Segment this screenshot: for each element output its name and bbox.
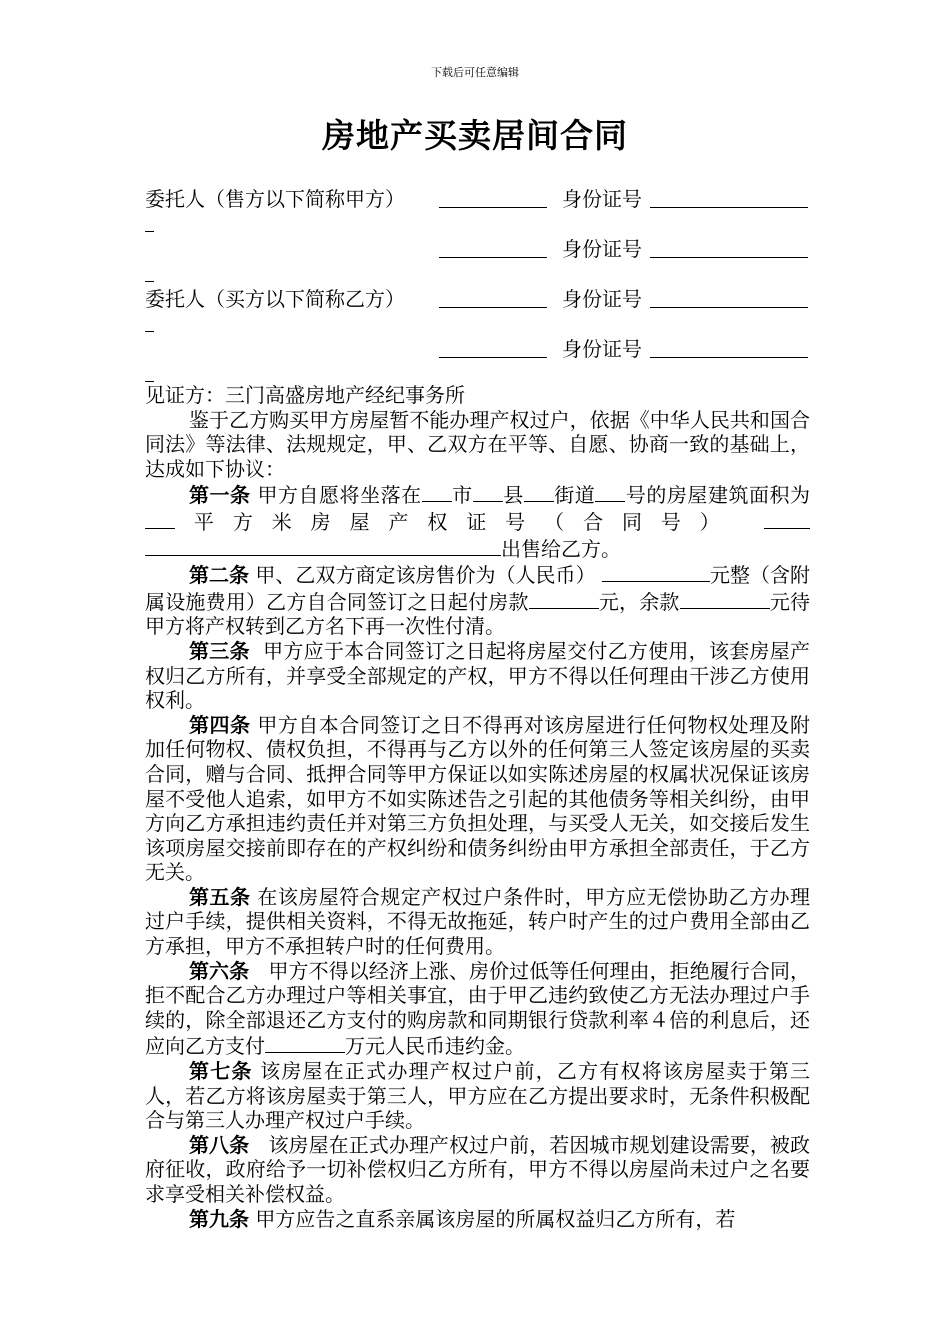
buyer2-id-label: 身份证号 [562,337,642,361]
article-7 [145,1059,810,1133]
certificate-blank[interactable] [764,508,810,529]
article-1-text: 号的房屋建筑面积为 [625,483,811,508]
article-6-text: 万元人民币违约金。 [345,1034,525,1059]
witness-line: 见证方：三门高盛房地产经纪事务所 [145,383,465,407]
blank-tail [145,331,154,332]
article-4-title: 第四条 [189,712,251,737]
buyer2-row [145,335,810,385]
balance-blank[interactable] [680,588,770,609]
article-1-text: 县 [502,483,524,508]
article-4 [145,713,810,885]
area-blank[interactable] [145,508,175,529]
article-1-text: 市 [451,483,473,508]
seller2-row [145,235,810,285]
article-3-text: 甲方应于本合同签订之日起将房屋交付乙方使用，该套房屋产权归乙方所有，并享受全部规定的产权，甲方不得以任何理由干涉乙方使用权利。 [145,638,811,713]
article-6 [145,959,810,1059]
seller-id-blank[interactable] [650,207,808,208]
article-3-title: 第三条 [189,638,250,663]
article-8-text: 该房屋在正式办理产权过户前，若因城市规划建设需要，被政府征收，政府给予一切补偿权归乙方所有，甲方不得以房屋尚未过户之名要求享受相关补偿权益。 [145,1132,811,1206]
article-9-title: 第九条 [189,1206,249,1231]
article-4-text: 甲方自本合同签订之日不得再对该房屋进行任何物权处理及附加任何物权、债权负担，不得再与乙方以外的任何第三人签定该房屋的买卖合同，赠与合同、抵押合同等甲方保证以如实陈述房屋的权属状况保证该房屋不受他人追索，如甲方不如实陈述告之引起的其他债务等相关纠纷，由甲方向乙方承担违约责任并对第三方负担处理，与买受人无关，如交接后发生该项房屋交接前即存在的产权纠纷和债务纠纷由甲方承担全部责任，于乙方无关。 [145,712,811,885]
blank-tail [145,281,154,282]
article-2 [145,561,810,639]
seller-name-blank[interactable] [439,207,547,208]
buyer-name-blank[interactable] [439,307,547,308]
blank-tail [145,381,154,382]
article-6-title: 第六条 [189,958,250,983]
county-blank[interactable] [473,481,503,502]
article-2-title: 第二条 [189,563,250,588]
article-5 [145,885,810,959]
deposit-blank[interactable] [529,588,599,609]
article-5-title: 第五条 [189,884,251,909]
article-7-title: 第七条 [189,1059,253,1084]
blank-tail [145,231,154,232]
buyer-id-blank[interactable] [650,307,808,308]
article-1-text: 街道 [553,483,596,508]
certificate-blank-2[interactable] [145,535,501,556]
preamble: 鉴于乙方购买甲方房屋暂不能办理产权过户，依据《中华人民共和国合同法》等法律、法规规定，甲、乙双方在平等、自愿、协商一致的基础上，达成如下协议： [145,407,810,481]
article-8 [145,1133,810,1207]
article-6-text: 甲方不得以经济上涨、房价过低等任何理由，拒绝履行合同，拒不配合乙方办理过户等相关事宜，由于甲乙违约致使乙方无法办理过户手续的，除全部退还乙方支付的购房款和同期银行贷款利率４倍的利息后，还应向乙方支付 [145,958,811,1059]
city-blank[interactable] [422,481,452,502]
seller2-id-blank[interactable] [650,257,808,258]
seller2-name-blank[interactable] [439,257,547,258]
parties-section [145,185,810,385]
seller2-id-label: 身份证号 [562,237,642,261]
buyer-row [145,285,810,335]
article-2-text: 元，余款 [598,589,680,614]
article-9-text: 甲方应告之直系亲属该房屋的所属权益归乙方所有，若 [255,1206,736,1231]
article-5-text: 在该房屋符合规定产权过户条件时，甲方应无偿协助乙方办理过户手续，提供相关资料，不得无故拖延，转户时产生的过户费用全部由乙方承担，甲方不承担转户时的任何费用。 [145,884,811,959]
price-blank[interactable] [602,561,710,582]
seller-label: 委托人（售方以下简称甲方） [145,187,405,211]
article-1-text: 甲方自愿将坐落在 [257,483,422,508]
article-2-text: 元整（含附属设施费用）乙方自合同签订之日起付房款 [145,563,811,614]
article-8-title: 第八条 [189,1132,250,1157]
buyer-id-label: 身份证号 [562,287,642,311]
article-9 [145,1207,810,1232]
buyer-label: 委托人（买方以下简称乙方） [145,287,405,311]
contract-body [145,383,810,1231]
article-7-text: 该房屋在正式办理产权过户前，乙方有权将该房屋卖于第三人，若乙方将该房屋卖于第三人，甲方应在乙方提出要求时，无条件积极配合与第三人办理产权过户手续。 [145,1059,811,1133]
article-2-text: 甲、乙双方商定该房售价为（人民币） [255,563,596,588]
seller-id-label: 身份证号 [562,187,642,211]
street-blank[interactable] [524,481,554,502]
penalty-blank[interactable] [265,1032,345,1053]
header-note: 下载后可任意编辑 [431,66,519,79]
buyer2-id-blank[interactable] [650,357,808,358]
buyer2-name-blank[interactable] [439,357,547,358]
article-3 [145,639,810,713]
number-blank[interactable] [595,481,625,502]
article-1-text: 平方米房屋产权证号（合同号） [175,509,739,534]
document-title: 房地产买卖居间合同 [322,116,628,155]
article-1 [145,481,810,561]
article-2-text: 元待甲方将产权转到乙方名下再一次性付清。 [145,589,811,639]
article-1-title: 第一条 [189,483,251,508]
article-1-text: 出售给乙方。 [501,536,621,561]
seller-row [145,185,810,235]
